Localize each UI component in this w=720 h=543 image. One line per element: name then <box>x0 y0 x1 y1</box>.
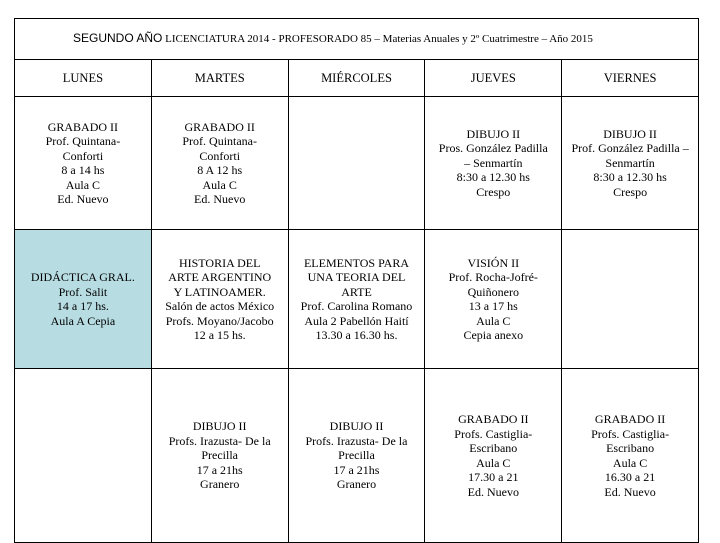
class-line: Pros. González Padilla <box>438 141 548 156</box>
class-line: Prof. Salit <box>58 284 108 299</box>
class-line: Precilla <box>201 448 239 463</box>
class-line: DIDÁCTICA GRAL. <box>30 270 135 284</box>
class-line: DIBUJO II <box>192 419 247 434</box>
class-cell <box>562 230 699 369</box>
class-line: 17 a 21hs <box>333 462 380 477</box>
class-line: Crespo <box>476 184 511 199</box>
day-thursday: JUEVES <box>425 60 562 97</box>
class-line: 13 a 17 hs <box>468 299 518 313</box>
class-cell <box>15 97 152 230</box>
class-line: Prof. Carolina Romano <box>300 299 413 313</box>
class-line: GRABADO II <box>47 119 119 134</box>
class-cell <box>288 97 425 230</box>
class-cell <box>425 97 562 230</box>
class-cell-highlighted <box>15 230 152 369</box>
class-line: 13.30 a 16.30 hs. <box>315 328 398 342</box>
class-cell <box>562 97 699 230</box>
class-cell <box>425 230 562 369</box>
class-line: Cepia anexo <box>463 328 524 342</box>
class-line: 8 A 12 hs <box>197 163 243 177</box>
schedule-table <box>14 18 699 543</box>
class-line: Profs. Irazusta- De la <box>305 433 408 448</box>
day-wednesday: MIÉRCOLES <box>288 60 425 97</box>
class-line: Granero <box>200 477 240 492</box>
class-line: Conforti <box>199 148 241 163</box>
class-cell <box>15 369 152 543</box>
class-line: Aula C <box>476 313 511 328</box>
class-cell <box>288 369 425 543</box>
class-line: Y LATINOAMER. <box>173 284 266 299</box>
class-line: Senmartín <box>605 155 655 170</box>
class-line: Ed. Nuevo <box>604 484 656 499</box>
class-line: – Senmartín <box>464 155 523 170</box>
day-tuesday: MARTES <box>151 60 288 97</box>
class-line: Conforti <box>62 148 104 163</box>
title-cell <box>15 19 699 60</box>
class-line: Profs. Castiglia- <box>454 426 533 441</box>
class-line: Escribano <box>469 441 518 455</box>
schedule-row-evening <box>15 369 699 543</box>
day-friday: VIERNES <box>562 60 699 97</box>
class-line: 8:30 a 12.30 hs <box>456 170 530 185</box>
class-line: Profs. Castiglia- <box>591 426 670 441</box>
class-line: Precilla <box>338 448 375 463</box>
day-header-row <box>15 60 699 97</box>
class-cell <box>151 230 288 369</box>
class-line: UNA TEORIA DEL <box>307 270 406 284</box>
class-line: Prof. Quintana- <box>45 134 121 148</box>
class-line: ELEMENTOS PARA <box>303 255 409 270</box>
class-line: Prof. González Padilla – <box>571 141 689 156</box>
class-cell <box>562 369 699 543</box>
class-line: Aula 2 Pabellón Haití <box>304 313 409 328</box>
class-line: Ed. Nuevo <box>467 484 519 499</box>
class-line: DIBUJO II <box>329 419 384 434</box>
class-line: GRABADO II <box>594 412 666 426</box>
class-line: 8:30 a 12.30 hs <box>593 170 667 185</box>
class-line: Crespo <box>613 184 648 199</box>
class-line: 17.30 a 21 <box>468 470 519 484</box>
class-line: Profs. Irazusta- De la <box>168 433 271 448</box>
class-line: ARTE ARGENTINO <box>168 270 272 284</box>
class-line: GRABADO II <box>184 119 255 134</box>
day-monday: LUNES <box>15 60 152 97</box>
class-line: Ed. Nuevo <box>194 192 246 206</box>
class-line: Aula C <box>202 177 237 192</box>
class-line: 14 a 17 hs. <box>56 299 109 313</box>
class-cell <box>288 230 425 369</box>
class-line: 16.30 a 21 <box>604 470 656 484</box>
schedule-row-morning <box>15 97 699 230</box>
class-line: 17 a 21hs <box>196 462 243 477</box>
class-line: Aula C <box>476 455 511 470</box>
class-line: VISIÓN II <box>467 255 520 270</box>
class-line: GRABADO II <box>458 412 529 426</box>
class-line: 8 a 14 hs <box>61 163 105 177</box>
class-line: DIBUJO II <box>603 126 657 141</box>
class-line: 12 a 15 hs. <box>193 328 246 342</box>
class-line: Ed. Nuevo <box>57 192 109 206</box>
class-line: Prof. Quintana- <box>182 134 258 148</box>
class-line: HISTORIA DEL <box>178 255 261 270</box>
class-line: Profs. Moyano/Jacobo <box>165 313 274 328</box>
class-line: Prof. Rocha-Jofré- <box>448 270 538 284</box>
class-line: Granero <box>336 477 377 492</box>
class-line: ARTE <box>341 284 372 299</box>
class-line: Salón de actos México <box>165 299 275 313</box>
class-cell <box>151 97 288 230</box>
class-line: Aula A Cepia <box>50 313 116 328</box>
class-cell <box>425 369 562 543</box>
class-line: Quiñonero <box>467 284 519 299</box>
class-line: Aula C <box>612 455 648 470</box>
class-cell <box>151 369 288 543</box>
title-lead: SEGUNDO AÑO <box>73 31 163 46</box>
title-rest: LICENCIATURA 2014 - PROFESORADO 85 – Materias Anuales y 2º Cuatrimestre – Año 2015 <box>165 33 593 46</box>
class-line: DIBUJO II <box>466 126 521 141</box>
class-line: Aula C <box>65 177 101 192</box>
schedule-row-afternoon <box>15 230 699 369</box>
class-line: Escribano <box>606 441 655 455</box>
